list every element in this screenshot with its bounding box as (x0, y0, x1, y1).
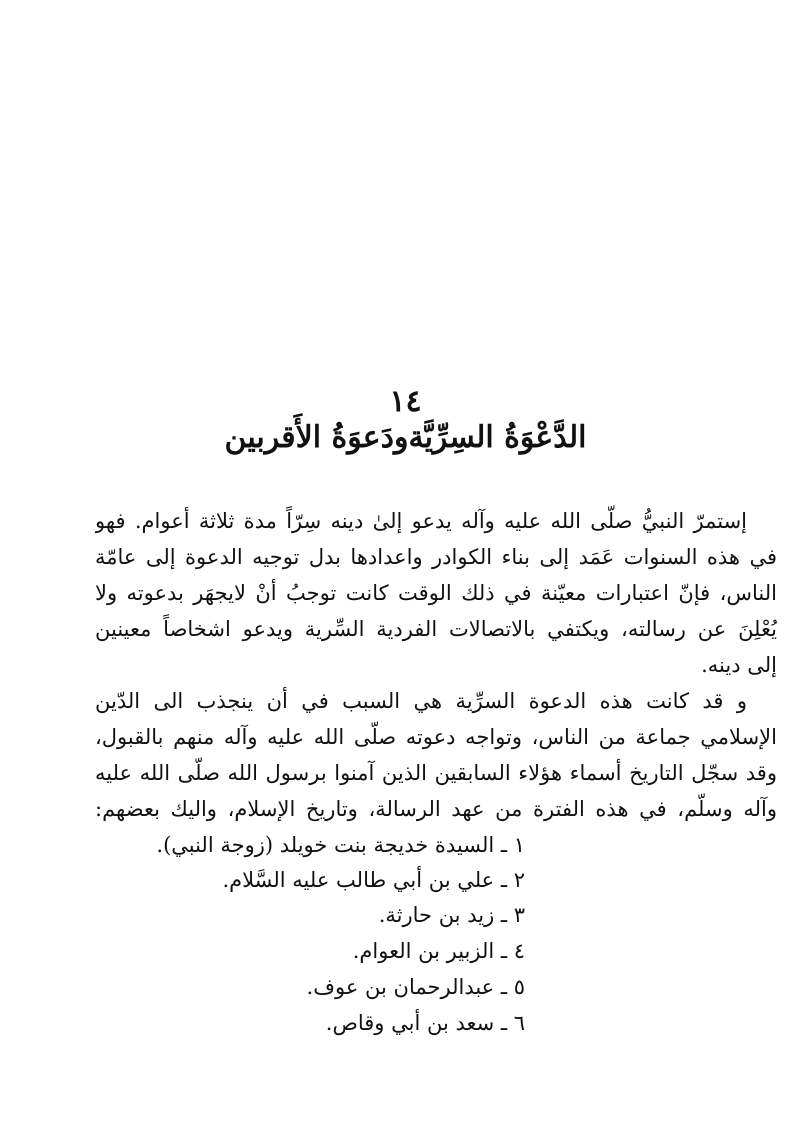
text-line: الناس، فإنّ اعتبارات معيّنة في ذلك الوقت كانت توجبُ أنْ لايجهَر بدعوته ولا (95, 581, 777, 605)
list-item: ٦ ـ سعد بن أبي وقاص. (325, 1011, 525, 1035)
list-item: ٢ ـ علي بن أبي طالب عليه السَّلام. (222, 868, 525, 892)
text-line: يُعْلِنَ عن رسالته، ويكتفي بالاتصالات الفردية السِّرية ويدعو اشخاصاً معينين (95, 617, 777, 641)
text-line: وآله وسلّم، في هذه الفترة من عهد الرسالة، وتاريخ الإسلام، واليك بعضهم: (95, 797, 777, 821)
text-line: الإسلامي جماعة من الناس، وتواجه دعوته صلّى الله عليه وآله منهم بالقبول، (95, 725, 777, 749)
text-line: إستمرّ النبيُّ صلّى الله عليه وآله يدعو إلىٰ دينه سِرّاً مدة ثلاثة أعوام. فهو (95, 509, 747, 533)
text-line: في هذه السنوات عَمَد إلى بناء الكوادر واعدادها بدل توجيه الدعوة إلى عامّة (95, 545, 777, 569)
list-item: ٣ ـ زيد بن حارثة. (378, 903, 525, 927)
chapter-number: ١٤ (389, 384, 422, 419)
list-item: ٥ ـ عبدالرحمان بن عوف. (306, 975, 525, 999)
list-item: ١ ـ السيدة خديجة بنت خويلد (زوجة النبي). (156, 833, 525, 857)
text-line: وقد سجّل التاريخ أسماء هؤلاء السابقين الذين آمنوا برسول الله صلّى الله عليه (95, 761, 777, 785)
text-line: و قد كانت هذه الدعوة السرِّية هي السبب في أن ينجذب الى الدّين (95, 689, 747, 713)
list-item: ٤ ـ الزبير بن العوام. (352, 939, 525, 963)
text-line: إلى دينه. (701, 653, 777, 677)
chapter-title: الدَّعْوَةُ السِرِّيَّةودَعوَةُ الأَقربين (224, 420, 587, 455)
